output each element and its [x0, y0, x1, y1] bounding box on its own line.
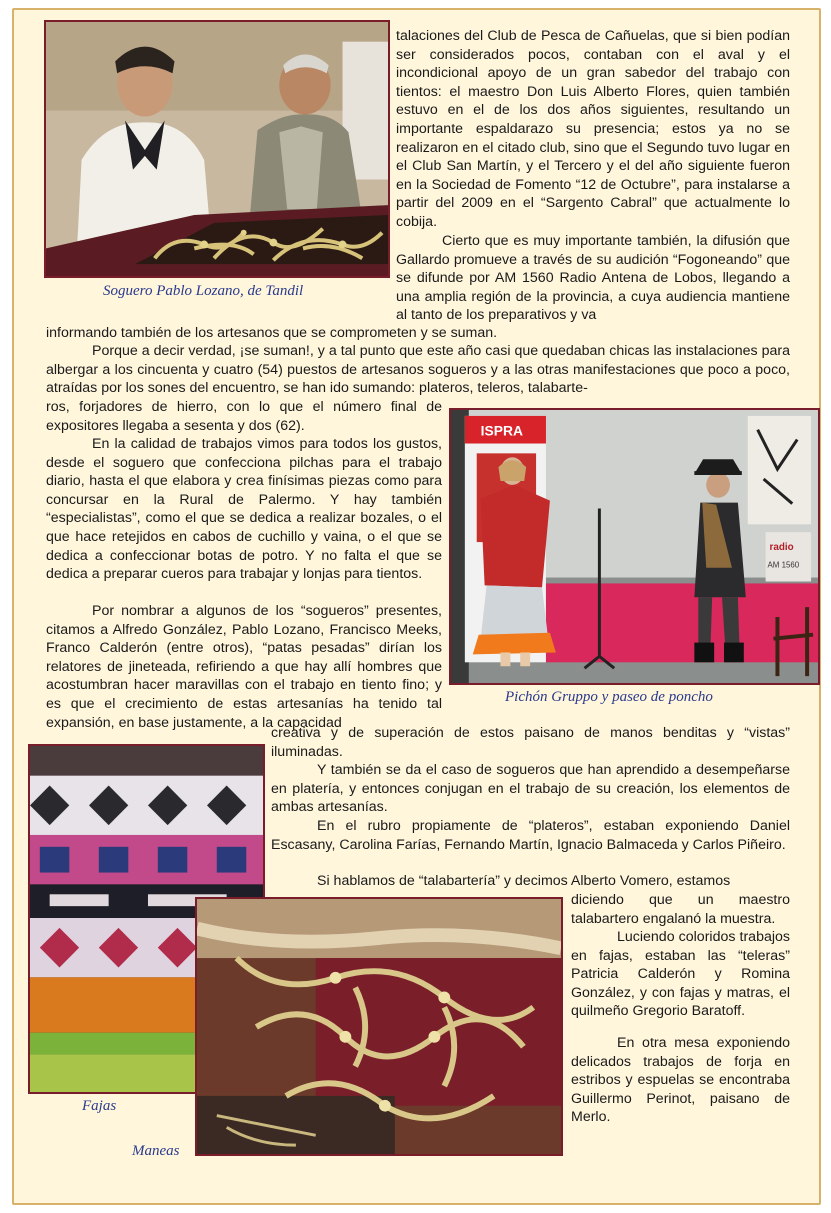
maneas-illustration: [197, 899, 561, 1154]
caption-stage: Pichón Gruppo y paseo de poncho: [505, 689, 713, 705]
article-paragraph: diciendo que un maestro talabartero engalanó la muestra.: [571, 892, 790, 927]
caption-fajas: Fajas: [82, 1098, 117, 1114]
caption-soguero: Soguero Pablo Lozano, de Tandil: [103, 283, 304, 299]
article-paragraph: Y también se da el caso de sogueros que han aprendido a desempeñarse en platería, y entonces conjugan en el trabajo de su creación, los elementos de ambas artesanías.: [271, 762, 790, 816]
article-paragraph: Luciendo coloridos trabajos en fajas, estaban las “teleras” Patricia Calderón y Romina González, y con fajas y matras, el quilmeño Gregorio Baratoff.: [571, 929, 790, 1020]
article-paragraph: En el rubro propiamente de “plateros”, estaban exponiendo Daniel Escasany, Carolina Farías, Fernando Martín, Ignacio Balmaceda y Carlos Piñeiro.: [271, 818, 790, 853]
article-paragraph: Porque a decir verdad, ¡se suman!, y a tal punto que este año casi que quedaban chicas las instalaciones para albergar a los cincuenta y cuatro (54) puestos de artesanos sogueros y a las otras manifestaciones que poco a poco, atraídas por los sones del encuentro, se han ido sumando: plateros, teleros, talabarte-: [46, 343, 790, 397]
article-paragraph: En otra mesa exponiendo delicados trabajos de forja en estribos y espuelas se encontraba Guillermo Perinot, paisano de Merlo.: [571, 1035, 790, 1126]
banner-text: ISPRA: [480, 422, 523, 439]
soguero-illustration: [46, 22, 388, 276]
article-paragraph: Cierto que es muy importante también, la difusión que Gallardo promueve a través de su audición “Fogoneando” que se difunde por AM 1560 Radio Antena de Lobos, llegando a una amplia región de la provincia, a cuya audiencia mantiene al tanto de los preparativos y va: [396, 233, 790, 324]
article-paragraph: Por nombrar a algunos de los “sogueros” presentes, citamos a Alfredo González, Pablo Lozano, Francisco Meeks, Franco Calderón (entre otros), “patas pesadas” dirían los relatores de jineteada, refiriendo a que hay allí hombres que acostumbran hacer maravillas con el trabajo en tiento fino; y es que el crecimiento de estas artesanías ha tenido tal expansión, en base justamente, a la capacidad: [46, 603, 442, 731]
photo-soguero: [44, 20, 390, 278]
stage-illustration: [451, 410, 818, 683]
article-paragraph: Si hablamos de “talabartería” y decimos Alberto Vomero, estamos: [317, 873, 731, 889]
article-paragraph: informando también de los artesanos que se comprometen y se suman.: [46, 325, 498, 341]
photo-maneas: [195, 897, 563, 1156]
article-paragraph: creativa y de superación de estos paisano de manos benditas y “vistas” iluminadas.: [271, 725, 790, 760]
article-paragraph: talaciones del Club de Pesca de Cañuelas, que si bien podían ser considerados pocos, contaban con el aval y el incondicional apoyo de un gran sabedor del trabajo con tientos: el maestro Don Luis Alberto Flores, quien también estuvo en el de los dos años siguientes, resultando un importante espaldarazo su presencia; estos ya no se realizaron en el citado club, sino que el Segundo tuvo lugar en el Club San Martín, y el Tercero y el del año siguiente fueron en la Sociedad de Fomento “12 de Octubre”, para instalarse a partir del 2009 en el “Sargento Cabral” que actualmente lo cobija.: [396, 28, 790, 230]
am-text: AM 1560: [767, 560, 800, 570]
article-paragraph: ros, forjadores de hierro, con lo que el número final de expositores llegaba a sesenta y dos (62).: [46, 399, 442, 434]
radio-text: radio: [769, 541, 794, 553]
caption-maneas: Maneas: [132, 1143, 180, 1159]
article-paragraph: En la calidad de trabajos vimos para todos los gustos, desde el soguero que confecciona pilchas para el trabajo diario, hasta el que elabora y crea finísimas piezas como para concursar en la Rural de Palermo. Y hay también “especialistas”, como el que se dedica a realizar bozales, o el que hace retejidos en cabos de cuchillo y vaina, o el que se dedica a confeccionar botas de potro. Y no falta el que se dedica a preparar cueros para trabajar y lonjas para tientos.: [46, 436, 442, 583]
photo-stage: [449, 408, 820, 685]
